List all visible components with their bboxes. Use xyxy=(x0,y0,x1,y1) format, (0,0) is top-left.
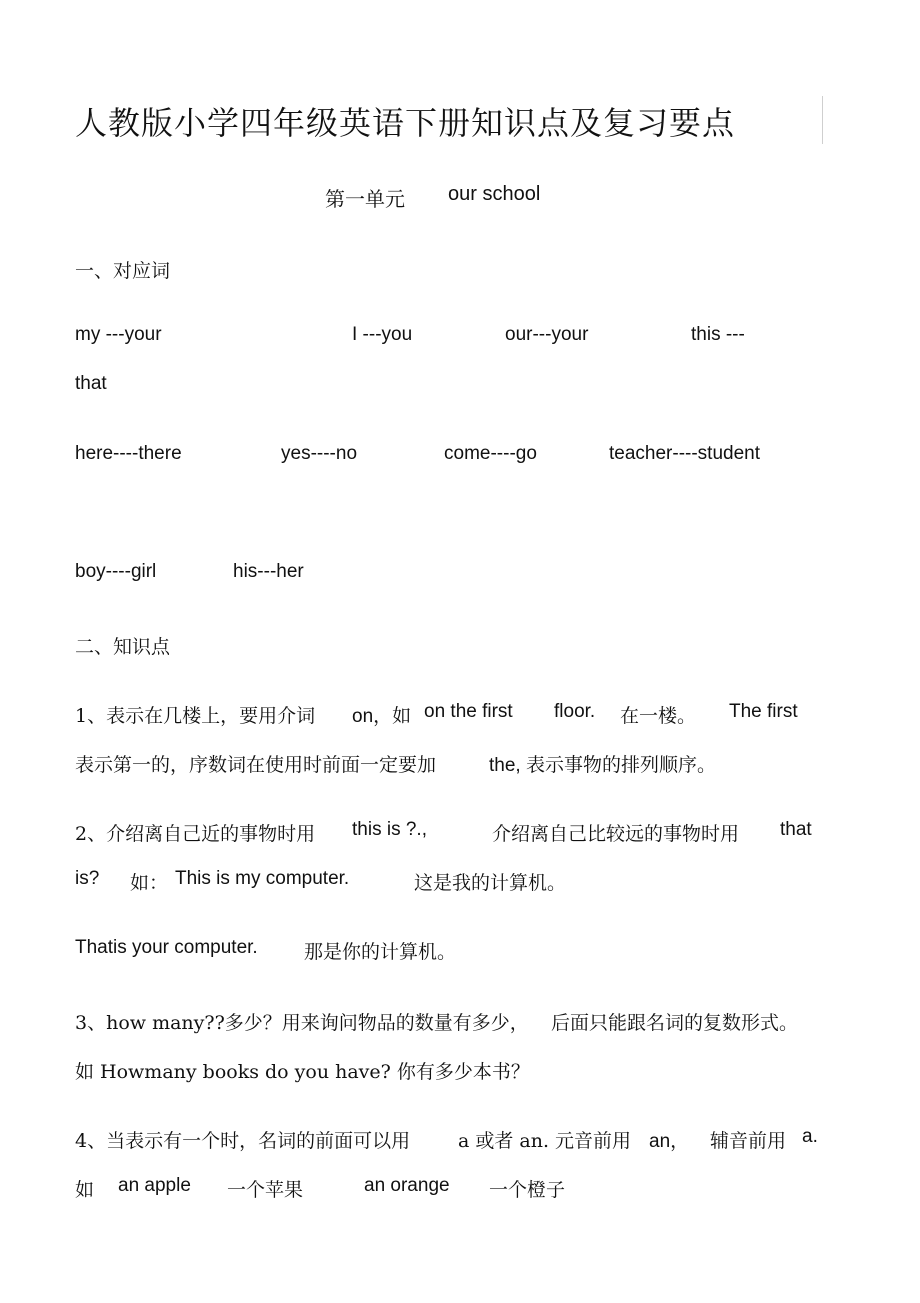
pair-item: teacher----student xyxy=(609,443,761,464)
point1-text: 在一楼。 xyxy=(620,705,697,727)
point1-text: The first xyxy=(729,701,798,722)
pair-item: his---her xyxy=(233,561,304,582)
point2-text: that xyxy=(780,819,812,840)
point2-text: This is my computer. xyxy=(175,868,350,889)
point2-text: this is ?., xyxy=(352,819,427,840)
point4-text: 一个橙子 xyxy=(489,1179,566,1201)
point4-text: an， xyxy=(649,1131,690,1152)
pair-item: here----there xyxy=(75,443,182,464)
pair-item: boy----girl xyxy=(75,561,157,582)
pair-item: yes----no xyxy=(281,443,358,464)
point3-text: 3、how many??多少？用来询问物品的数量有多少， xyxy=(75,1012,529,1034)
page-title: 人教版小学四年级英语下册知识点及复习要点 xyxy=(75,104,736,142)
point4-text: an apple xyxy=(118,1175,191,1196)
point2-text: 那是你的计算机。 xyxy=(304,941,457,963)
pair-item: my ---your xyxy=(75,324,162,345)
pair-item-wrap: that xyxy=(75,373,107,394)
pair-item: this --- xyxy=(691,324,745,345)
pair-item: come----go xyxy=(444,443,537,464)
point1-text: floor. xyxy=(554,701,596,722)
unit-label-cn: 第一单元 xyxy=(325,187,405,211)
point1-text: 表示第一的，序数词在使用时前面一定要加 xyxy=(75,754,437,776)
point2-text: Thatis your computer. xyxy=(75,937,258,958)
point2-text: 2、介绍离自己近的事物时用 xyxy=(75,823,316,845)
unit-label-en: our school xyxy=(448,183,541,205)
point2-text: 这是我的计算机。 xyxy=(414,872,567,894)
point1-text: on，如 xyxy=(352,706,412,727)
pair-item: I ---you xyxy=(352,324,413,345)
point1-text: the, 表示事物的排列顺序。 xyxy=(489,755,716,776)
point4-text: 如 xyxy=(75,1179,95,1201)
point4-text: a 或者 an. 元音前用 xyxy=(458,1130,632,1152)
point2-text: is? xyxy=(75,868,100,889)
point3-text: 后面只能跟名词的复数形式。 xyxy=(551,1012,799,1034)
point2-text: 如： xyxy=(130,872,169,894)
pair-item: our---your xyxy=(505,324,589,345)
point4-text: an orange xyxy=(364,1175,450,1196)
point3-text: 如 Howmany books do you have? 你有多少本书？ xyxy=(75,1061,530,1083)
section-heading-2: 二、知识点 xyxy=(75,636,171,658)
section-heading-1: 一、对应词 xyxy=(75,260,171,282)
point4-text: 一个苹果 xyxy=(227,1179,304,1201)
point2-text: 介绍离自己比较远的事物时用 xyxy=(492,823,740,845)
point4-text: a. xyxy=(802,1126,818,1147)
point1-text: 1、表示在几楼上，要用介词 xyxy=(75,705,316,727)
point4-text: 4、当表示有一个时，名词的前面可以用 xyxy=(75,1130,411,1152)
point1-text: on the first xyxy=(424,701,513,722)
point4-text: 辅音前用 xyxy=(710,1130,787,1152)
page-edge-divider xyxy=(822,96,823,144)
